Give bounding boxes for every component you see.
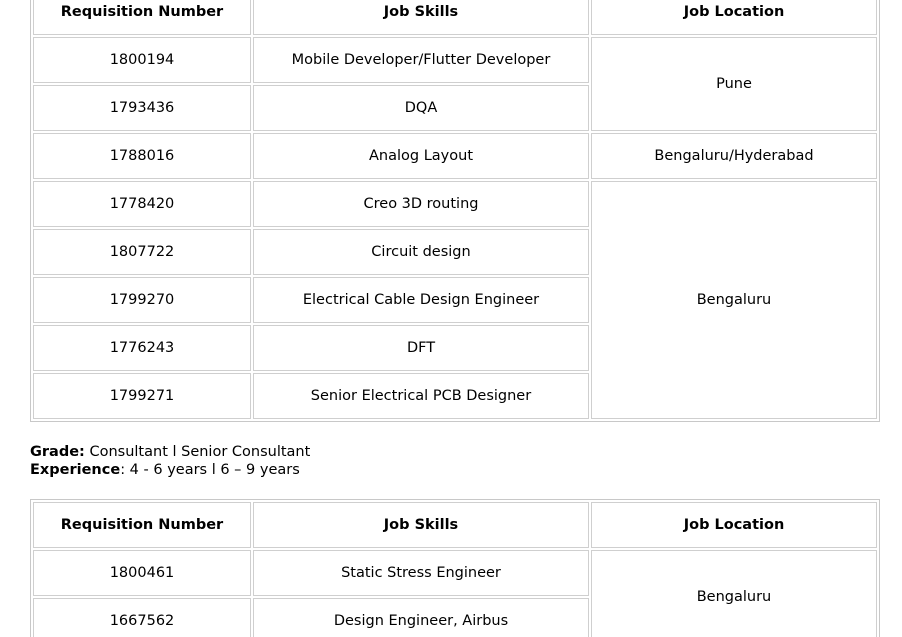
experience-line — [30, 461, 310, 479]
job-location-cell: Bengaluru — [591, 550, 877, 637]
header-requisition-number: Requisition Number — [33, 502, 251, 548]
job-skill-cell: Mobile Developer/Flutter Developer — [253, 37, 589, 83]
table-header-row — [33, 502, 877, 548]
job-location-cell: Bengaluru/Hyderabad — [591, 133, 877, 179]
header-job-skills: Job Skills — [253, 0, 589, 35]
job-skill-cell: Circuit design — [253, 229, 589, 275]
requisition-number-cell: 1788016 — [33, 133, 251, 179]
experience-label: Experience — [30, 462, 121, 478]
header-job-location: Job Location — [591, 0, 877, 35]
job-location-cell: Bengaluru — [591, 181, 877, 419]
requisition-table-1 — [30, 0, 880, 422]
grade-value: Consultant l Senior Consultant — [84, 444, 311, 460]
job-skill-cell: DFT — [253, 325, 589, 371]
requisition-number-cell: 1799271 — [33, 373, 251, 419]
header-job-location: Job Location — [591, 502, 877, 548]
table-header-row — [33, 0, 877, 35]
header-requisition-number: Requisition Number — [33, 0, 251, 35]
table-row — [33, 550, 877, 596]
job-skill-cell: Static Stress Engineer — [253, 550, 589, 596]
job-skill-cell: Creo 3D routing — [253, 181, 589, 227]
requisition-number-cell: 1800461 — [33, 550, 251, 596]
job-skill-cell: Electrical Cable Design Engineer — [253, 277, 589, 323]
job-skill-cell: Senior Electrical PCB Designer — [253, 373, 589, 419]
table-row — [33, 133, 877, 179]
job-skill-cell: Design Engineer, Airbus — [253, 598, 589, 637]
requisition-number-cell: 1793436 — [33, 85, 251, 131]
requisition-table-2 — [30, 499, 880, 637]
grade-label: Grade: — [30, 444, 85, 460]
table-row — [33, 181, 877, 227]
job-skill-cell: DQA — [253, 85, 589, 131]
requisition-number-cell: 1667562 — [33, 598, 251, 637]
requisition-number-cell: 1800194 — [33, 37, 251, 83]
requisition-number-cell: 1776243 — [33, 325, 251, 371]
table-row — [33, 37, 877, 83]
experience-value: : 4 - 6 years l 6 – 9 years — [120, 462, 300, 478]
grade-line — [30, 443, 310, 461]
job-location-cell: Pune — [591, 37, 877, 131]
grade-experience-block — [30, 443, 310, 479]
job-skill-cell: Analog Layout — [253, 133, 589, 179]
requisition-number-cell: 1778420 — [33, 181, 251, 227]
header-job-skills: Job Skills — [253, 502, 589, 548]
requisition-number-cell: 1807722 — [33, 229, 251, 275]
requisition-number-cell: 1799270 — [33, 277, 251, 323]
